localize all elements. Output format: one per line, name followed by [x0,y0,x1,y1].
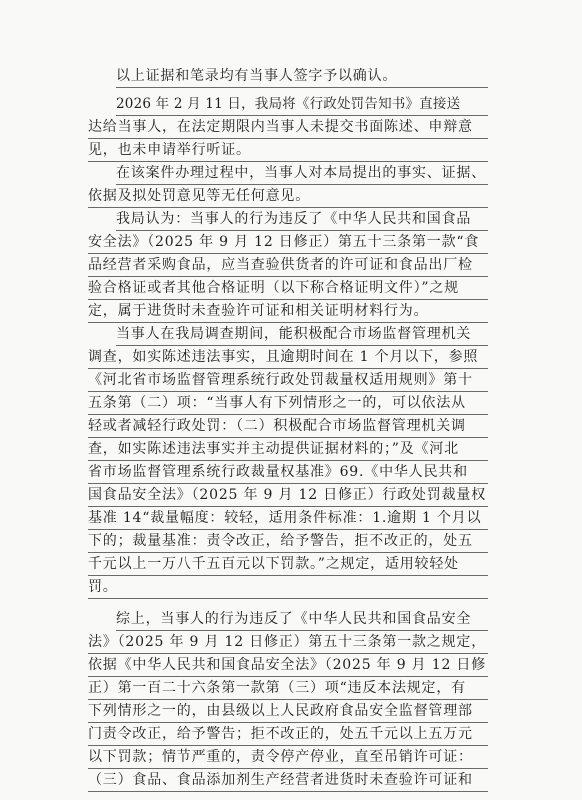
text-line: 轻或者减轻行政处罚：（二）积极配合市场监督管理机关调 [88,416,488,438]
text-line: 定，属于进货时未查验许可证和相关证明材料行为。 [88,301,488,323]
text-line: 当事人在我局调查期间，能积极配合市场监督管理机关 [116,324,488,346]
text-line: 下的；裁量基准：责令改正，给予警告，拒不改正的，处五 [88,531,488,553]
text-line: 五条第（二）项：“当事人有下列情形之一的，可以依法从 [88,393,488,415]
text-line: 依据《中华人民共和国食品安全法》（2025 年 9 月 12 日修 [88,655,488,677]
text-line: 品经营者采购食品，应当查验供货者的许可证和食品出厂检 [88,255,488,277]
text-line: 下列情形之一的，由县级以上人民政府食品安全监督管理部 [88,701,488,723]
text-line: 门责令改正，给予警告；拒不改正的，处五千元以上五万元 [88,724,488,746]
text-line: 查，如实陈述违法事实并主动提供证据材料的；”及《河北 [88,439,488,461]
text-line: 《河北省市场监督管理系统行政处罚裁量权适用规则》第十 [88,370,488,392]
text-line: 以上证据和笔录均有当事人签字予以确认。 [116,66,488,88]
text-line: 调查，如实陈述违法事实，且逾期时间在 1 个月以下，参照 [88,347,488,369]
text-line: 千元以上一万八千五百元以下罚款。”之规定，适用较轻处 [88,554,488,576]
text-line: 罚。 [88,577,488,599]
text-line: 达给当事人，在法定期限内当事人未提交书面陈述、申辩意 [88,117,488,139]
text-line: 安全法》（2025 年 9 月 12 日修正）第五十三条第一款“食 [88,232,488,254]
text-line: 国食品安全法》（2025 年 9 月 12 日修正）行政处罚裁量权 [88,485,488,507]
text-line: 以下罚款；情节严重的，责令停产停业，直至吊销许可证： [88,747,488,769]
text-line: 省市场监督管理系统行政裁量权基准》69.《中华人民共和 [88,462,488,484]
text-line: 见，也未申请举行听证。 [88,140,488,162]
text-line: 在该案件办理过程中，当事人对本局提出的事实、证据、 [116,163,488,185]
text-line: 法》（2025 年 9 月 12 日修正）第五十三条第一款之规定， [88,632,488,654]
text-line: 正）第一百二十六条第一款第（三）项“违反本法规定，有 [88,678,488,700]
text-line: 验合格证或者其他合格证明（以下称合格证明文件）”之规 [88,278,488,300]
text-line: 综上，当事人的行为违反了《中华人民共和国食品安全 [116,609,488,631]
text-line: 2026 年 2 月 11 日，我局将《行政处罚告知书》直接送 [116,94,488,116]
text-line: 我局认为：当事人的行为违反了《中华人民共和国食品 [116,209,488,231]
text-line: 依据及拟处罚意见等无任何意见。 [88,186,488,208]
text-line: 基准 14“裁量幅度：较轻，适用条件标准：1.逾期 1 个月以 [88,508,488,530]
text-line: （三）食品、食品添加剂生产经营者进货时未查验许可证和 [88,770,488,792]
